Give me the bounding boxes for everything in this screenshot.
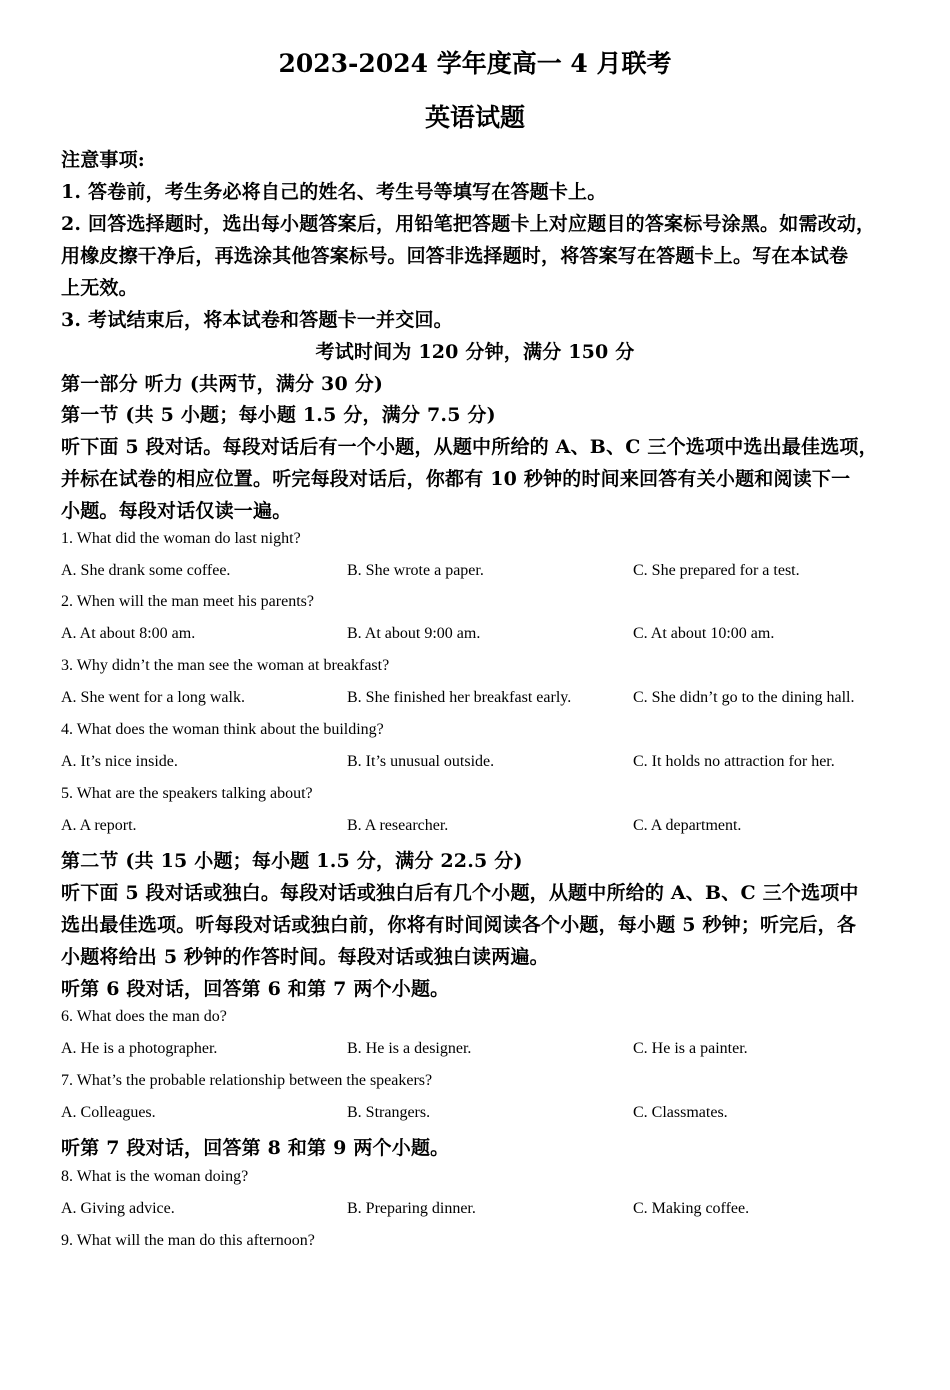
option-c: C. It holds no attraction for her.	[633, 753, 835, 770]
option-a: A. She went for a long walk.	[61, 689, 245, 706]
question-stem: 9. What will the man do this afternoon?	[61, 1232, 315, 1249]
option-b: B. She wrote a paper.	[347, 562, 484, 579]
option-c: C. Making coffee.	[633, 1200, 750, 1217]
dialog-heading: 听第 7 段对话，回答第 8 和第 9 两个小题。	[61, 1137, 450, 1159]
part1-heading: 第一部分 听力 (共两节，满分 30 分)	[61, 373, 384, 395]
section1-heading: 第一节 (共 5 小题；每小题 1.5 分，满分 7.5 分)	[61, 404, 496, 426]
notice-line: 3. 考试结束后，将本试卷和答题卡一并交回。	[61, 309, 453, 331]
section1-instruction: 并标在试卷的相应位置。听完每段对话后，你都有 10 秒钟的时间来回答有关小题和阅读下一	[61, 468, 851, 490]
exam-time-line: 考试时间为 120 分钟，满分 150 分	[315, 341, 635, 363]
dialog-heading: 听第 6 段对话，回答第 6 和第 7 两个小题。	[61, 978, 450, 1000]
exam-title: 2023-2024 学年度高一 4 月联考	[278, 49, 672, 78]
option-c: C. A department.	[633, 817, 742, 834]
option-c: C. Classmates.	[633, 1104, 728, 1121]
option-a: A. A report.	[61, 817, 137, 834]
question-stem: 2. When will the man meet his parents?	[61, 593, 314, 610]
notice-line: 用橡皮擦干净后，再选涂其他答案标号。回答非选择题时，将答案写在答题卡上。写在本试卷	[61, 245, 849, 267]
option-b: B. She finished her breakfast early.	[347, 689, 572, 706]
section1-instruction: 小题。每段对话仅读一遍。	[61, 500, 292, 522]
option-row	[61, 817, 896, 839]
notice-heading: 注意事项:	[61, 149, 146, 171]
option-row	[61, 562, 896, 584]
option-c: C. She didn’t go to the dining hall.	[633, 689, 855, 706]
option-b: B. At about 9:00 am.	[347, 625, 481, 642]
section2-instruction: 听下面 5 段对话或独白。每段对话或独白后有几个小题，从题中所给的 A、B、C 三个选项中	[61, 882, 859, 904]
question-stem: 6. What does the man do?	[61, 1008, 227, 1025]
question-stem: 5. What are the speakers talking about?	[61, 785, 313, 802]
option-row	[61, 1104, 896, 1126]
section2-heading: 第二节 (共 15 小题；每小题 1.5 分，满分 22.5 分)	[61, 850, 523, 872]
option-a: A. At about 8:00 am.	[61, 625, 196, 642]
option-c: C. He is a painter.	[633, 1040, 748, 1057]
option-b: B. He is a designer.	[347, 1040, 472, 1057]
question-stem: 4. What does the woman think about the building?	[61, 721, 384, 738]
option-row	[61, 753, 896, 775]
notice-line: 2. 回答选择题时，选出每小题答案后，用铅笔把答题卡上对应题目的答案标号涂黑。如需改动，	[61, 213, 876, 235]
option-c: C. At about 10:00 am.	[633, 625, 775, 642]
exam-subject: 英语试题	[424, 103, 525, 132]
option-row	[61, 689, 896, 711]
option-a: A. Giving advice.	[61, 1200, 175, 1217]
option-c: C. She prepared for a test.	[633, 562, 800, 579]
question-stem: 8. What is the woman doing?	[61, 1168, 249, 1185]
notice-line: 上无效。	[61, 277, 138, 299]
notice-line: 1. 答卷前，考生务必将自己的姓名、考生号等填写在答题卡上。	[61, 181, 607, 203]
option-row	[61, 1040, 896, 1062]
option-b: B. Preparing dinner.	[347, 1200, 476, 1217]
question-stem: 1. What did the woman do last night?	[61, 530, 301, 547]
option-a: A. She drank some coffee.	[61, 562, 231, 579]
option-b: B. A researcher.	[347, 817, 449, 834]
section1-instruction: 听下面 5 段对话。每段对话后有一个小题，从题中所给的 A、B、C 三个选项中选出最佳选项，	[61, 436, 878, 458]
option-a: A. He is a photographer.	[61, 1040, 218, 1057]
option-b: B. It’s unusual outside.	[347, 753, 495, 770]
question-stem: 7. What’s the probable relationship between the speakers?	[61, 1072, 433, 1089]
option-a: A. It’s nice inside.	[61, 753, 178, 770]
question-stem: 3. Why didn’t the man see the woman at breakfast?	[61, 657, 390, 674]
section2-instruction: 小题将给出 5 秒钟的作答时间。每段对话或独白读两遍。	[61, 946, 549, 968]
option-a: A. Colleagues.	[61, 1104, 156, 1121]
option-row	[61, 1200, 896, 1222]
option-b: B. Strangers.	[347, 1104, 431, 1121]
option-row	[61, 625, 896, 647]
section2-instruction: 选出最佳选项。听每段对话或独白前，你将有时间阅读各个小题，每小题 5 秒钟；听完后，各	[61, 914, 857, 936]
